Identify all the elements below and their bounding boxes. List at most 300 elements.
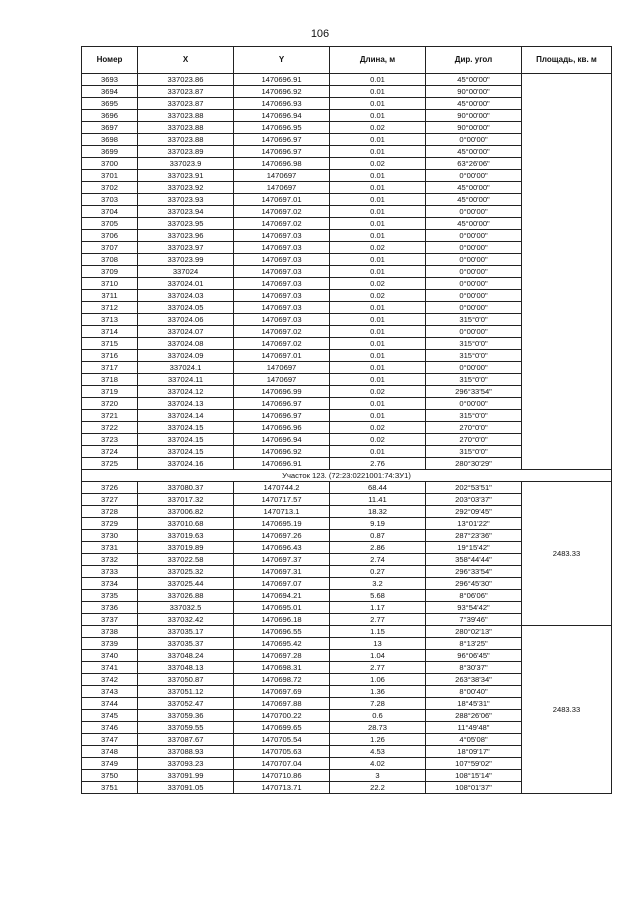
y-coordinate-cell: 1470697.88 [234, 698, 330, 710]
point-number-cell: 3716 [82, 350, 138, 362]
header-area: Площадь, кв. м [522, 47, 612, 74]
length-cell: 0.87 [330, 530, 426, 542]
length-cell: 0.02 [330, 158, 426, 170]
length-cell: 0.01 [330, 86, 426, 98]
y-coordinate-cell: 1470696.91 [234, 458, 330, 470]
x-coordinate-cell: 337048.13 [138, 662, 234, 674]
x-coordinate-cell: 337059.55 [138, 722, 234, 734]
y-coordinate-cell: 1470705.63 [234, 746, 330, 758]
point-number-cell: 3737 [82, 614, 138, 626]
table-body [82, 74, 612, 794]
point-number-cell: 3696 [82, 110, 138, 122]
direction-angle-cell: 107°59'02" [426, 758, 522, 770]
point-number-cell: 3731 [82, 542, 138, 554]
y-coordinate-cell: 1470697.03 [234, 242, 330, 254]
y-coordinate-cell: 1470695.19 [234, 518, 330, 530]
direction-angle-cell: 90°00'00" [426, 110, 522, 122]
y-coordinate-cell: 1470696.97 [234, 410, 330, 422]
x-coordinate-cell: 337032.42 [138, 614, 234, 626]
table-header-row [82, 47, 612, 74]
length-cell: 1.15 [330, 626, 426, 638]
point-number-cell: 3742 [82, 674, 138, 686]
table-row [82, 482, 612, 494]
length-cell: 0.01 [330, 110, 426, 122]
point-number-cell: 3711 [82, 290, 138, 302]
direction-angle-cell: 13°01'22" [426, 518, 522, 530]
header-x: X [138, 47, 234, 74]
point-number-cell: 3743 [82, 686, 138, 698]
x-coordinate-cell: 337024.15 [138, 446, 234, 458]
x-coordinate-cell: 337023.97 [138, 242, 234, 254]
y-coordinate-cell: 1470697.02 [234, 218, 330, 230]
y-coordinate-cell: 1470697 [234, 170, 330, 182]
length-cell: 2.76 [330, 458, 426, 470]
x-coordinate-cell: 337010.68 [138, 518, 234, 530]
point-number-cell: 3714 [82, 326, 138, 338]
y-coordinate-cell: 1470697.03 [234, 302, 330, 314]
x-coordinate-cell: 337023.87 [138, 98, 234, 110]
direction-angle-cell: 315°0'0" [426, 314, 522, 326]
x-coordinate-cell: 337024.07 [138, 326, 234, 338]
length-cell: 0.02 [330, 434, 426, 446]
y-coordinate-cell: 1470696.91 [234, 74, 330, 86]
x-coordinate-cell: 337024.03 [138, 290, 234, 302]
y-coordinate-cell: 1470697.26 [234, 530, 330, 542]
x-coordinate-cell: 337023.88 [138, 110, 234, 122]
length-cell: 28.73 [330, 722, 426, 734]
point-number-cell: 3745 [82, 710, 138, 722]
y-coordinate-cell: 1470697.31 [234, 566, 330, 578]
length-cell: 7.28 [330, 698, 426, 710]
x-coordinate-cell: 337024.11 [138, 374, 234, 386]
y-coordinate-cell: 1470696.94 [234, 110, 330, 122]
direction-angle-cell: 45°00'00" [426, 194, 522, 206]
y-coordinate-cell: 1470744.2 [234, 482, 330, 494]
x-coordinate-cell: 337035.17 [138, 626, 234, 638]
point-number-cell: 3712 [82, 302, 138, 314]
direction-angle-cell: 4°05'08" [426, 734, 522, 746]
header-direction-angle: Дир. угол [426, 47, 522, 74]
x-coordinate-cell: 337023.86 [138, 74, 234, 86]
x-coordinate-cell: 337024.1 [138, 362, 234, 374]
length-cell: 0.01 [330, 374, 426, 386]
direction-angle-cell: 0°00'00" [426, 302, 522, 314]
direction-angle-cell: 202°53'51" [426, 482, 522, 494]
length-cell: 5.68 [330, 590, 426, 602]
direction-angle-cell: 0°00'00" [426, 398, 522, 410]
y-coordinate-cell: 1470696.94 [234, 434, 330, 446]
direction-angle-cell: 96°06'45" [426, 650, 522, 662]
direction-angle-cell: 0°00'00" [426, 362, 522, 374]
y-coordinate-cell: 1470696.92 [234, 446, 330, 458]
header-y: Y [234, 47, 330, 74]
y-coordinate-cell: 1470713.71 [234, 782, 330, 794]
x-coordinate-cell: 337025.44 [138, 578, 234, 590]
point-number-cell: 3721 [82, 410, 138, 422]
y-coordinate-cell: 1470695.01 [234, 602, 330, 614]
table-row [82, 74, 612, 86]
point-number-cell: 3749 [82, 758, 138, 770]
direction-angle-cell: 108°01'37" [426, 782, 522, 794]
length-cell: 1.36 [330, 686, 426, 698]
point-number-cell: 3751 [82, 782, 138, 794]
y-coordinate-cell: 1470697.03 [234, 254, 330, 266]
x-coordinate-cell: 337024.15 [138, 422, 234, 434]
direction-angle-cell: 270°0'0" [426, 422, 522, 434]
direction-angle-cell: 0°00'00" [426, 290, 522, 302]
length-cell: 0.6 [330, 710, 426, 722]
y-coordinate-cell: 1470696.99 [234, 386, 330, 398]
point-number-cell: 3717 [82, 362, 138, 374]
length-cell: 4.02 [330, 758, 426, 770]
y-coordinate-cell: 1470697.03 [234, 290, 330, 302]
direction-angle-cell: 63°26'06" [426, 158, 522, 170]
length-cell: 0.01 [330, 326, 426, 338]
point-number-cell: 3701 [82, 170, 138, 182]
point-number-cell: 3715 [82, 338, 138, 350]
direction-angle-cell: 296°33'54" [426, 386, 522, 398]
point-number-cell: 3710 [82, 278, 138, 290]
direction-angle-cell: 45°00'00" [426, 218, 522, 230]
x-coordinate-cell: 337051.12 [138, 686, 234, 698]
y-coordinate-cell: 1470696.43 [234, 542, 330, 554]
x-coordinate-cell: 337023.88 [138, 134, 234, 146]
x-coordinate-cell: 337024.15 [138, 434, 234, 446]
area-value: 2483.33 [522, 626, 612, 794]
x-coordinate-cell: 337035.37 [138, 638, 234, 650]
length-cell: 0.01 [330, 446, 426, 458]
x-coordinate-cell: 337023.96 [138, 230, 234, 242]
point-number-cell: 3705 [82, 218, 138, 230]
direction-angle-cell: 0°00'00" [426, 230, 522, 242]
length-cell: 0.02 [330, 278, 426, 290]
x-coordinate-cell: 337023.93 [138, 194, 234, 206]
y-coordinate-cell: 1470697.03 [234, 314, 330, 326]
length-cell: 0.01 [330, 146, 426, 158]
length-cell: 0.01 [330, 302, 426, 314]
length-cell: 0.01 [330, 206, 426, 218]
x-coordinate-cell: 337052.47 [138, 698, 234, 710]
y-coordinate-cell: 1470700.22 [234, 710, 330, 722]
y-coordinate-cell: 1470697 [234, 182, 330, 194]
point-number-cell: 3719 [82, 386, 138, 398]
length-cell: 0.01 [330, 218, 426, 230]
point-number-cell: 3702 [82, 182, 138, 194]
length-cell: 0.01 [330, 266, 426, 278]
direction-angle-cell: 0°00'00" [426, 134, 522, 146]
point-number-cell: 3707 [82, 242, 138, 254]
direction-angle-cell: 280°02'13" [426, 626, 522, 638]
length-cell: 0.01 [330, 338, 426, 350]
y-coordinate-cell: 1470697.03 [234, 230, 330, 242]
point-number-cell: 3695 [82, 98, 138, 110]
x-coordinate-cell: 337059.36 [138, 710, 234, 722]
x-coordinate-cell: 337023.89 [138, 146, 234, 158]
x-coordinate-cell: 337080.37 [138, 482, 234, 494]
y-coordinate-cell: 1470695.42 [234, 638, 330, 650]
point-number-cell: 3746 [82, 722, 138, 734]
x-coordinate-cell: 337024.09 [138, 350, 234, 362]
point-number-cell: 3735 [82, 590, 138, 602]
direction-angle-cell: 11°49'48" [426, 722, 522, 734]
direction-angle-cell: 263°38'34" [426, 674, 522, 686]
point-number-cell: 3741 [82, 662, 138, 674]
length-cell: 0.01 [330, 74, 426, 86]
length-cell: 22.2 [330, 782, 426, 794]
direction-angle-cell: 8°13'25" [426, 638, 522, 650]
x-coordinate-cell: 337024.14 [138, 410, 234, 422]
direction-angle-cell: 108°15'14" [426, 770, 522, 782]
length-cell: 0.01 [330, 350, 426, 362]
y-coordinate-cell: 1470705.54 [234, 734, 330, 746]
length-cell: 0.01 [330, 398, 426, 410]
y-coordinate-cell: 1470707.04 [234, 758, 330, 770]
point-number-cell: 3700 [82, 158, 138, 170]
y-coordinate-cell: 1470699.65 [234, 722, 330, 734]
length-cell: 0.02 [330, 290, 426, 302]
y-coordinate-cell: 1470696.96 [234, 422, 330, 434]
y-coordinate-cell: 1470697.03 [234, 266, 330, 278]
direction-angle-cell: 280°30'29" [426, 458, 522, 470]
y-coordinate-cell: 1470697 [234, 374, 330, 386]
y-coordinate-cell: 1470697.02 [234, 326, 330, 338]
y-coordinate-cell: 1470697.69 [234, 686, 330, 698]
header-length: Длина, м [330, 47, 426, 74]
length-cell: 3 [330, 770, 426, 782]
x-coordinate-cell: 337023.92 [138, 182, 234, 194]
point-number-cell: 3723 [82, 434, 138, 446]
direction-angle-cell: 0°00'00" [426, 170, 522, 182]
length-cell: 3.2 [330, 578, 426, 590]
y-coordinate-cell: 1470696.97 [234, 134, 330, 146]
x-coordinate-cell: 337023.88 [138, 122, 234, 134]
x-coordinate-cell: 337017.32 [138, 494, 234, 506]
length-cell: 4.53 [330, 746, 426, 758]
y-coordinate-cell: 1470697.03 [234, 278, 330, 290]
point-number-cell: 3722 [82, 422, 138, 434]
length-cell: 68.44 [330, 482, 426, 494]
x-coordinate-cell: 337050.87 [138, 674, 234, 686]
point-number-cell: 3748 [82, 746, 138, 758]
direction-angle-cell: 45°00'00" [426, 146, 522, 158]
direction-angle-cell: 45°00'00" [426, 182, 522, 194]
x-coordinate-cell: 337025.32 [138, 566, 234, 578]
point-number-cell: 3732 [82, 554, 138, 566]
x-coordinate-cell: 337024.05 [138, 302, 234, 314]
x-coordinate-cell: 337006.82 [138, 506, 234, 518]
point-number-cell: 3727 [82, 494, 138, 506]
x-coordinate-cell: 337023.99 [138, 254, 234, 266]
point-number-cell: 3698 [82, 134, 138, 146]
length-cell: 0.01 [330, 230, 426, 242]
section-title-row [82, 470, 612, 482]
point-number-cell: 3720 [82, 398, 138, 410]
length-cell: 0.02 [330, 422, 426, 434]
length-cell: 18.32 [330, 506, 426, 518]
point-number-cell: 3733 [82, 566, 138, 578]
point-number-cell: 3750 [82, 770, 138, 782]
direction-angle-cell: 292°09'45" [426, 506, 522, 518]
x-coordinate-cell: 337024.12 [138, 386, 234, 398]
point-number-cell: 3709 [82, 266, 138, 278]
length-cell: 13 [330, 638, 426, 650]
length-cell: 9.19 [330, 518, 426, 530]
x-coordinate-cell: 337023.9 [138, 158, 234, 170]
length-cell: 0.01 [330, 98, 426, 110]
y-coordinate-cell: 1470697.07 [234, 578, 330, 590]
direction-angle-cell: 90°00'00" [426, 122, 522, 134]
point-number-cell: 3726 [82, 482, 138, 494]
point-number-cell: 3739 [82, 638, 138, 650]
length-cell: 0.01 [330, 314, 426, 326]
point-number-cell: 3704 [82, 206, 138, 218]
length-cell: 0.01 [330, 254, 426, 266]
x-coordinate-cell: 337088.93 [138, 746, 234, 758]
point-number-cell: 3699 [82, 146, 138, 158]
table-row [82, 626, 612, 638]
direction-angle-cell: 287°23'36" [426, 530, 522, 542]
direction-angle-cell: 0°00'00" [426, 326, 522, 338]
x-coordinate-cell: 337023.91 [138, 170, 234, 182]
direction-angle-cell: 296°45'30" [426, 578, 522, 590]
y-coordinate-cell: 1470717.57 [234, 494, 330, 506]
direction-angle-cell: 288°26'06" [426, 710, 522, 722]
point-number-cell: 3736 [82, 602, 138, 614]
direction-angle-cell: 315°0'0" [426, 338, 522, 350]
point-number-cell: 3706 [82, 230, 138, 242]
x-coordinate-cell: 337023.95 [138, 218, 234, 230]
x-coordinate-cell: 337024 [138, 266, 234, 278]
x-coordinate-cell: 337023.94 [138, 206, 234, 218]
point-number-cell: 3718 [82, 374, 138, 386]
y-coordinate-cell: 1470697.01 [234, 350, 330, 362]
direction-angle-cell: 358°44'44" [426, 554, 522, 566]
x-coordinate-cell: 337091.05 [138, 782, 234, 794]
length-cell: 0.02 [330, 386, 426, 398]
direction-angle-cell: 0°00'00" [426, 242, 522, 254]
direction-angle-cell: 45°00'00" [426, 74, 522, 86]
point-number-cell: 3744 [82, 698, 138, 710]
x-coordinate-cell: 337024.08 [138, 338, 234, 350]
length-cell: 0.02 [330, 242, 426, 254]
point-number-cell: 3734 [82, 578, 138, 590]
point-number-cell: 3740 [82, 650, 138, 662]
y-coordinate-cell: 1470696.97 [234, 146, 330, 158]
direction-angle-cell: 8°06'06" [426, 590, 522, 602]
y-coordinate-cell: 1470697.02 [234, 338, 330, 350]
y-coordinate-cell: 1470697 [234, 362, 330, 374]
direction-angle-cell: 7°39'46" [426, 614, 522, 626]
y-coordinate-cell: 1470697.37 [234, 554, 330, 566]
x-coordinate-cell: 337091.99 [138, 770, 234, 782]
point-number-cell: 3730 [82, 530, 138, 542]
page-number: 106 [310, 28, 330, 40]
x-coordinate-cell: 337032.5 [138, 602, 234, 614]
x-coordinate-cell: 337048.24 [138, 650, 234, 662]
direction-angle-cell: 93°54'42" [426, 602, 522, 614]
direction-angle-cell: 0°00'00" [426, 278, 522, 290]
direction-angle-cell: 0°00'00" [426, 254, 522, 266]
length-cell: 1.06 [330, 674, 426, 686]
header-number: Номер [82, 47, 138, 74]
direction-angle-cell: 19°15'42" [426, 542, 522, 554]
point-number-cell: 3738 [82, 626, 138, 638]
y-coordinate-cell: 1470696.18 [234, 614, 330, 626]
point-number-cell: 3725 [82, 458, 138, 470]
direction-angle-cell: 90°00'00" [426, 86, 522, 98]
x-coordinate-cell: 337024.01 [138, 278, 234, 290]
point-number-cell: 3729 [82, 518, 138, 530]
x-coordinate-cell: 337024.13 [138, 398, 234, 410]
direction-angle-cell: 0°00'00" [426, 266, 522, 278]
length-cell: 0.01 [330, 182, 426, 194]
y-coordinate-cell: 1470694.21 [234, 590, 330, 602]
x-coordinate-cell: 337022.58 [138, 554, 234, 566]
length-cell: 2.77 [330, 662, 426, 674]
x-coordinate-cell: 337026.88 [138, 590, 234, 602]
direction-angle-cell: 270°0'0" [426, 434, 522, 446]
x-coordinate-cell: 337024.06 [138, 314, 234, 326]
direction-angle-cell: 315°0'0" [426, 410, 522, 422]
direction-angle-cell: 315°0'0" [426, 446, 522, 458]
point-number-cell: 3747 [82, 734, 138, 746]
direction-angle-cell: 315°0'0" [426, 374, 522, 386]
length-cell: 0.27 [330, 566, 426, 578]
length-cell: 1.04 [330, 650, 426, 662]
y-coordinate-cell: 1470696.98 [234, 158, 330, 170]
x-coordinate-cell: 337019.63 [138, 530, 234, 542]
length-cell: 0.01 [330, 194, 426, 206]
direction-angle-cell: 315°0'0" [426, 350, 522, 362]
direction-angle-cell: 45°00'00" [426, 98, 522, 110]
direction-angle-cell: 8°00'40" [426, 686, 522, 698]
point-number-cell: 3703 [82, 194, 138, 206]
point-number-cell: 3697 [82, 122, 138, 134]
point-number-cell: 3694 [82, 86, 138, 98]
direction-angle-cell: 18°45'31" [426, 698, 522, 710]
y-coordinate-cell: 1470698.31 [234, 662, 330, 674]
length-cell: 0.01 [330, 134, 426, 146]
section-title: Участок 123. (72:23:0221001:74:ЗУ1) [82, 470, 612, 482]
area-value: 2483.33 [522, 482, 612, 626]
x-coordinate-cell: 337093.23 [138, 758, 234, 770]
x-coordinate-cell: 337087.67 [138, 734, 234, 746]
point-number-cell: 3693 [82, 74, 138, 86]
direction-angle-cell: 203°03'37" [426, 494, 522, 506]
y-coordinate-cell: 1470697.01 [234, 194, 330, 206]
point-number-cell: 3724 [82, 446, 138, 458]
y-coordinate-cell: 1470696.95 [234, 122, 330, 134]
length-cell: 1.26 [330, 734, 426, 746]
y-coordinate-cell: 1470696.55 [234, 626, 330, 638]
length-cell: 11.41 [330, 494, 426, 506]
x-coordinate-cell: 337023.87 [138, 86, 234, 98]
point-number-cell: 3728 [82, 506, 138, 518]
length-cell: 0.01 [330, 170, 426, 182]
length-cell: 0.02 [330, 122, 426, 134]
x-coordinate-cell: 337024.16 [138, 458, 234, 470]
length-cell: 1.17 [330, 602, 426, 614]
length-cell: 0.01 [330, 362, 426, 374]
coordinates-table [81, 46, 612, 794]
area-cell-empty [522, 74, 612, 470]
direction-angle-cell: 296°33'54" [426, 566, 522, 578]
y-coordinate-cell: 1470697.28 [234, 650, 330, 662]
direction-angle-cell: 18°09'17" [426, 746, 522, 758]
point-number-cell: 3708 [82, 254, 138, 266]
y-coordinate-cell: 1470710.86 [234, 770, 330, 782]
x-coordinate-cell: 337019.89 [138, 542, 234, 554]
